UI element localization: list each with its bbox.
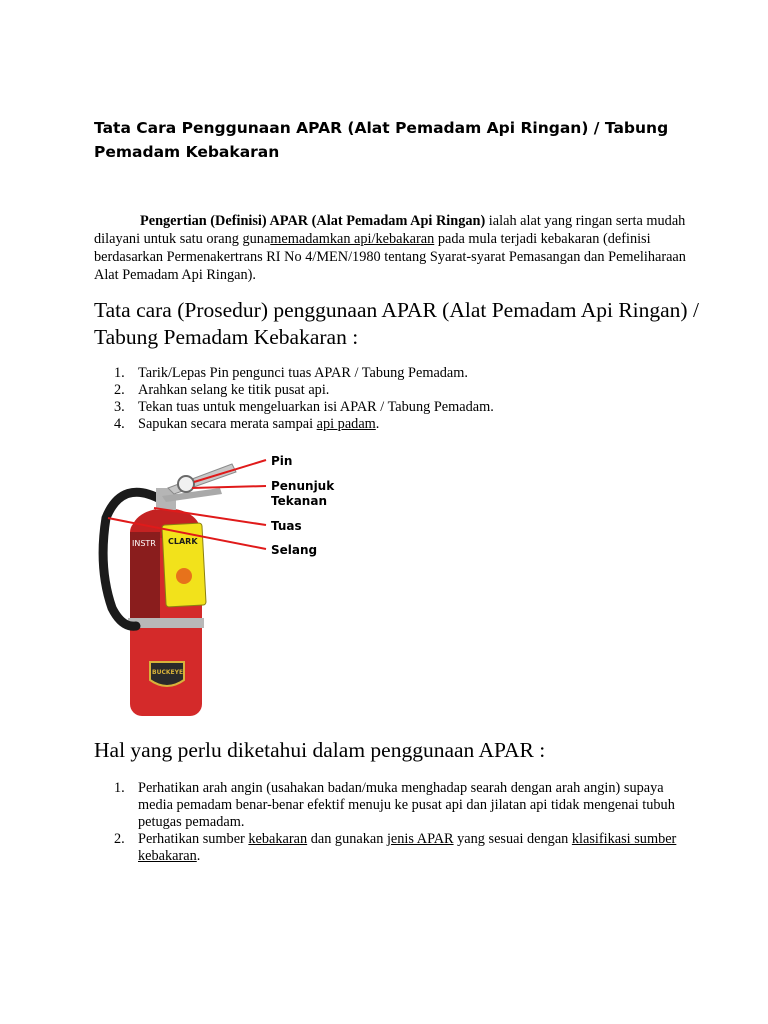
badge-text: BUCKEYE	[152, 669, 184, 676]
link-kebakaran[interactable]: kebakaran	[248, 831, 308, 847]
list-item	[94, 780, 694, 831]
callout-hose: Selang	[271, 543, 318, 557]
section-1-heading: Tata cara (Prosedur) penggunaan APAR (Alat Pemadam Api Ringan) / Tabung Pemadam Kebakaran :	[94, 298, 699, 349]
list-number: 3.	[114, 399, 125, 415]
link-klasifikasi-sumber-kebakaran[interactable]: klasifikasi sumber kebakaran	[138, 831, 677, 864]
list-text: Sapukan secara merata sampai	[138, 416, 317, 432]
callout-pin: Pin	[271, 454, 293, 468]
tag-brand-text: CLARK	[168, 537, 198, 546]
intro-paragraph	[94, 212, 694, 284]
list-number: 2.	[114, 831, 125, 847]
list-item	[94, 399, 654, 416]
list-text: Tekan tuas untuk mengeluarkan isi APAR / Tabung Pemadam.	[138, 399, 494, 415]
list-number: 1.	[114, 365, 125, 381]
link-jenis-apar[interactable]: jenis APAR	[386, 831, 454, 847]
list-number: 2.	[114, 382, 125, 398]
list-text-2: dan gunakan	[307, 831, 387, 847]
list-item	[94, 416, 654, 433]
intro-text: ialah alat yang ringan serta mudah dilayani untuk satu orang guna	[94, 213, 686, 247]
callout-lever: Tuas	[271, 519, 302, 533]
steps-list	[94, 365, 654, 433]
list-text: Perhatikan arah angin (usahakan badan/muka menghadap searah dengan arah angin) supaya media pemadam benar-benar efektif menuju ke pusat api dan jilatan api tidak mengenai tubuh petugas pemadam.	[138, 780, 675, 830]
document-title: Tata Cara Penggunaan APAR (Alat Pemadam Api Ringan) / Tabung Pemadam Kebakaran	[94, 119, 669, 161]
link-memadamkan-api[interactable]: memadamkan api/kebakaran	[270, 231, 435, 247]
link-api-padam[interactable]: api padam	[316, 416, 376, 432]
list-text: Perhatikan sumber	[138, 831, 249, 847]
list-tail: .	[375, 416, 380, 432]
list-item	[94, 382, 654, 399]
list-number: 4.	[114, 416, 125, 432]
list-text: Arahkan selang ke titik pusat api.	[138, 382, 330, 398]
list-tail: .	[196, 848, 201, 864]
callout-line-pin	[194, 460, 266, 482]
list-text-3: yang sesuai dengan	[453, 831, 572, 847]
intro-text-2: pada mula terjadi kebakaran (definisi berdasarkan Permenakertrans RI No 4/MEN/1980 tentang Syarat-syarat Pemasangan dan Pemeliharaan Alat Pemadam Api Ringan).	[94, 231, 686, 283]
notes-list	[94, 780, 694, 865]
callout-pressure-gauge: Penunjuk Tekanan	[271, 479, 335, 508]
label-band-text: INSTR	[132, 539, 156, 548]
list-number: 1.	[114, 780, 125, 796]
callout-line-gauge	[192, 486, 266, 488]
pressure-gauge	[178, 476, 194, 492]
list-text: Tarik/Lepas Pin pengunci tuas APAR / Tabung Pemadam.	[138, 365, 468, 381]
list-item	[94, 831, 694, 865]
section-2-heading: Hal yang perlu diketahui dalam penggunaan APAR :	[94, 738, 546, 762]
tag-emblem	[176, 568, 192, 584]
intro-bold-lead: Pengertian (Definisi) APAR (Alat Pemadam Api Ringan)	[140, 213, 486, 229]
list-item	[94, 365, 654, 382]
